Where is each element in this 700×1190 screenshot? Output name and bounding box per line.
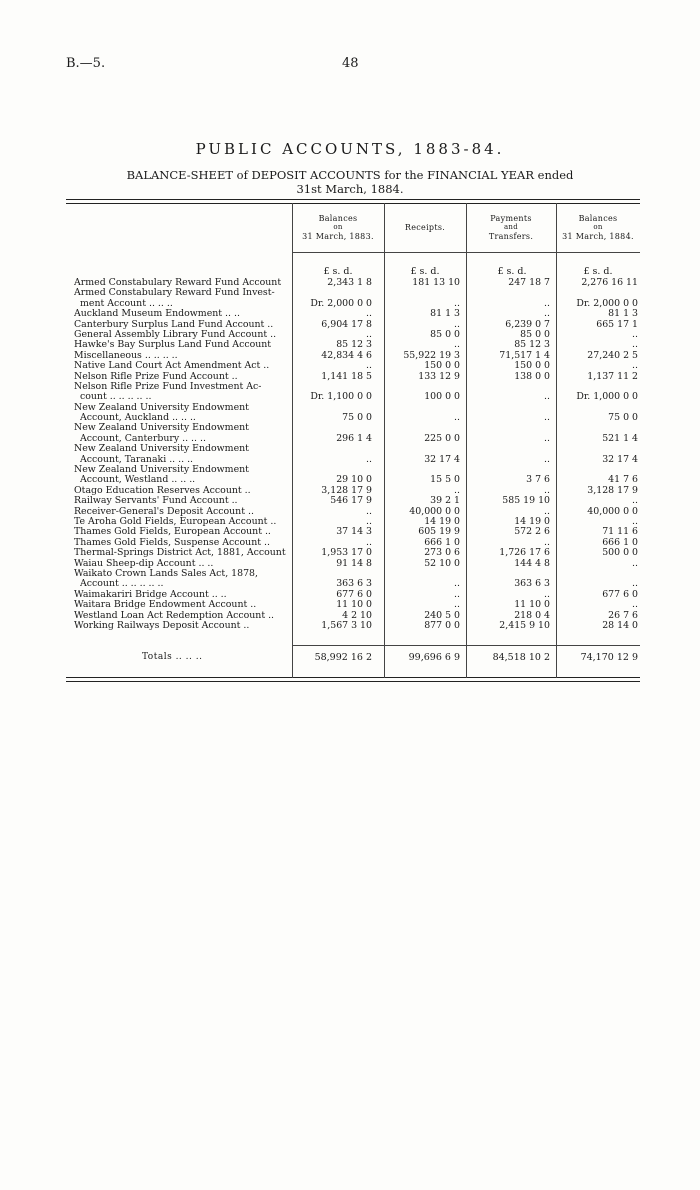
payments-cell: 150 0 0 (514, 360, 550, 372)
table-row (66, 372, 640, 382)
payments-cell: .. (544, 484, 550, 496)
table-row (66, 559, 640, 569)
balance-1883-cell: .. (366, 515, 372, 527)
balance-1883-cell: 1,141 18 5 (321, 370, 372, 382)
account-name: count .. .. .. .. .. (80, 392, 152, 403)
payments-cell: .. (544, 297, 550, 309)
page-number: 48 (342, 56, 359, 71)
page-title: PUBLIC ACCOUNTS, 1883-84. (195, 140, 505, 158)
balance-1884-cell: 71 11 6 (602, 526, 638, 538)
table-row (66, 548, 640, 558)
receipts-cell: .. (454, 297, 460, 309)
account-name: New Zealand University Endowment (74, 465, 249, 476)
account-name: Miscellaneous .. .. .. .. (74, 350, 178, 361)
receipts-cell: 14 19 0 (424, 515, 460, 527)
payments-cell: 218 0 4 (514, 609, 550, 621)
receipts-cell: 181 13 10 (412, 277, 460, 288)
account-name: New Zealand University Endowment (74, 423, 249, 434)
receipts-cell: .. (454, 484, 460, 496)
balance-1884-cell: .. (632, 328, 638, 340)
account-name: Thames Gold Fields, European Account .. (74, 527, 271, 538)
column-header-receipts: Receipts. (404, 223, 446, 232)
document-reference: B.—5. (66, 56, 106, 71)
receipts-cell: .. (454, 578, 460, 590)
balance-1883-cell: 546 17 9 (330, 495, 372, 507)
balance-1883-cell: Dr. 1,100 0 0 (310, 391, 372, 403)
payments-cell: 85 0 0 (520, 328, 550, 340)
balance-1884-cell: 81 1 3 (608, 308, 638, 320)
balance-1884-cell: .. (632, 599, 638, 611)
balance-1883-cell: 3,128 17 9 (321, 484, 372, 496)
receipts-cell: 240 5 0 (424, 609, 460, 621)
units-label: £ s. d. (323, 266, 353, 277)
receipts-cell: 40,000 0 0 (409, 505, 460, 517)
payments-cell: .. (544, 588, 550, 600)
account-name: Account, Auckland .. .. .. (80, 413, 196, 424)
receipts-cell: 52 10 0 (424, 557, 460, 569)
balance-1884-cell: .. (632, 557, 638, 569)
account-name: Armed Constabulary Reward Fund Invest- (74, 288, 275, 299)
balance-1883-cell: 11 10 0 (336, 599, 372, 611)
receipts-cell: .. (454, 339, 460, 351)
payments-cell: .. (544, 505, 550, 517)
payments-cell: .. (544, 412, 550, 424)
account-name: Otago Education Reserves Account .. (74, 485, 251, 496)
column-header-payments: Payments and Transfers. (488, 214, 534, 241)
payments-cell: .. (544, 453, 550, 465)
account-name: Working Railways Deposit Account .. (74, 620, 250, 631)
balance-1884-cell: 500 0 0 (602, 547, 638, 559)
account-name: Thermal-Springs District Act, 1881, Account (74, 548, 286, 559)
balance-1883-cell: 2,343 1 8 (327, 277, 372, 288)
receipts-cell: 15 5 0 (430, 474, 460, 486)
balance-1883-cell: 29 10 0 (336, 474, 372, 486)
balance-1883-cell: 75 0 0 (342, 412, 372, 424)
payments-cell: 85 12 3 (514, 339, 550, 351)
balance-1884-cell: .. (632, 578, 638, 590)
balance-1884-cell: Dr. 1,000 0 0 (576, 391, 638, 403)
balance-1884-cell: 27,240 2 5 (587, 349, 638, 361)
account-name: Waikato Crown Lands Sales Act, 1878, (74, 568, 258, 579)
balance-1883-cell: 42,834 4 6 (321, 349, 372, 361)
payments-cell: 585 19 10 (502, 495, 550, 507)
balance-1884-cell: Dr. 2,000 0 0 (576, 297, 638, 309)
payments-cell: 11 10 0 (514, 599, 550, 611)
balance-1883-cell: 6,904 17 8 (321, 318, 372, 330)
totals-label: Totals .. .. .. (142, 652, 203, 662)
receipts-cell: 81 1 3 (430, 308, 460, 320)
table-body (66, 278, 640, 631)
balance-1883-cell: 1,567 3 10 (321, 619, 372, 631)
balance-1884-cell: .. (632, 495, 638, 507)
receipts-cell: 39 2 1 (430, 495, 460, 507)
balance-1883-cell: Dr. 2,000 0 0 (310, 297, 372, 309)
total-balances-1884: 74,170 12 9 (580, 652, 638, 663)
table-row (66, 455, 640, 465)
receipts-cell: 100 0 0 (424, 391, 460, 403)
table-row (66, 299, 640, 309)
payments-cell: 247 18 7 (508, 277, 550, 288)
balance-1883-cell: .. (366, 328, 372, 340)
payments-cell: 2,415 9 10 (499, 619, 550, 631)
balance-1884-cell: 28 14 0 (602, 619, 638, 631)
payments-cell: 572 2 6 (514, 526, 550, 538)
payments-cell: 1,726 17 6 (499, 547, 550, 559)
account-name: Waimakariri Bridge Account .. .. (74, 589, 227, 600)
payments-cell: .. (544, 391, 550, 403)
account-name: ment Account .. .. .. (80, 298, 173, 309)
account-name: Account, Westland .. .. .. (80, 475, 196, 486)
balance-1884-cell: 665 17 1 (596, 318, 638, 330)
payments-cell: .. (544, 432, 550, 444)
balance-1883-cell: 296 1 4 (336, 432, 372, 444)
receipts-cell: 85 0 0 (430, 328, 460, 340)
balance-1883-cell: 363 6 3 (336, 578, 372, 590)
balance-1884-cell: .. (632, 515, 638, 527)
units-label: £ s. d. (410, 266, 440, 277)
balance-1883-cell: .. (366, 536, 372, 548)
receipts-cell: 225 0 0 (424, 432, 460, 444)
receipts-cell: .. (454, 318, 460, 330)
payments-cell: 363 6 3 (514, 578, 550, 590)
payments-cell: 71,517 1 4 (499, 349, 550, 361)
account-name: Nelson Rifle Prize Fund Investment Ac- (74, 381, 262, 392)
account-name: New Zealand University Endowment (74, 444, 249, 455)
total-balances-1883: 58,992 16 2 (314, 652, 372, 663)
payments-cell: 3 7 6 (526, 474, 550, 486)
payments-cell: .. (544, 308, 550, 320)
receipts-cell: 133 12 9 (418, 370, 460, 382)
balance-1883-cell: .. (366, 505, 372, 517)
account-name: New Zealand University Endowment (74, 402, 249, 413)
units-label: £ s. d. (497, 266, 527, 277)
account-name: Receiver-General's Deposit Account .. (74, 506, 254, 517)
total-receipts: 99,696 6 9 (408, 652, 460, 663)
table-bottom-rule (66, 677, 640, 678)
balance-1883-cell: .. (366, 308, 372, 320)
table-row (66, 527, 640, 537)
balance-1884-cell: 32 17 4 (602, 453, 638, 465)
account-name: Armed Constabulary Reward Fund Account (74, 278, 282, 288)
balance-1884-cell: 40,000 0 0 (587, 505, 638, 517)
table-row (66, 496, 640, 506)
receipts-cell: 150 0 0 (424, 360, 460, 372)
balance-1884-cell: .. (632, 360, 638, 372)
receipts-cell: 877 0 0 (424, 619, 460, 631)
account-name: Thames Gold Fields, Suspense Account .. (74, 537, 270, 548)
payments-cell: 144 4 8 (514, 557, 550, 569)
table-row (66, 309, 640, 319)
receipts-cell: 666 1 0 (424, 536, 460, 548)
column-header-balances-1883: Balances on 31 March, 1883. (302, 214, 374, 241)
receipts-cell: 273 0 6 (424, 547, 460, 559)
balance-1884-cell: 2,276 16 11 (581, 277, 638, 288)
receipts-cell: 32 17 4 (424, 453, 460, 465)
balance-1884-cell: 666 1 0 (602, 536, 638, 548)
subtitle-line-2: 31st March, 1884. (296, 182, 404, 196)
balance-1884-cell: 521 1 4 (602, 432, 638, 444)
payments-cell: 6,239 0 7 (505, 318, 550, 330)
account-name: Te Aroha Gold Fields, European Account .. (74, 516, 277, 527)
account-name: Hawke's Bay Surplus Land Fund Account (74, 340, 272, 351)
table-row (66, 600, 640, 610)
account-name: Waiau Sheep-dip Account .. .. (74, 558, 214, 569)
account-name: Account, Canterbury .. .. .. (80, 433, 206, 444)
balance-1883-cell: .. (366, 453, 372, 465)
subtitle-line-1: BALANCE-SHEET of DEPOSIT ACCOUNTS for the FINANCIAL YEAR ended (126, 168, 574, 182)
balance-1884-cell: 1,137 11 2 (587, 370, 638, 382)
account-name: Nelson Rifle Prize Fund Account .. (74, 371, 238, 382)
account-name: Auckland Museum Endowment .. .. (74, 309, 240, 320)
payments-cell: .. (544, 536, 550, 548)
table-row (66, 434, 640, 444)
units-label: £ s. d. (583, 266, 613, 277)
account-name: Waitara Bridge Endowment Account .. (74, 600, 257, 611)
account-name: Canterbury Surplus Land Fund Account .. (74, 319, 274, 330)
table-row (66, 621, 640, 631)
balance-1884-cell: 3,128 17 9 (587, 484, 638, 496)
payments-cell: 14 19 0 (514, 515, 550, 527)
balance-1883-cell: 37 14 3 (336, 526, 372, 538)
balance-1883-cell: .. (366, 360, 372, 372)
balance-1883-cell: 4 2 10 (342, 609, 372, 621)
receipts-cell: 55,922 19 3 (403, 349, 460, 361)
total-payments: 84,518 10 2 (492, 652, 550, 663)
account-name: Native Land Court Act Amendment Act .. (74, 361, 270, 372)
table-row (66, 444, 640, 454)
column-header-balances-1884: Balances on 31 March, 1884. (562, 214, 634, 241)
balance-1884-cell: .. (632, 339, 638, 351)
account-name: Account .. .. .. .. .. (80, 579, 164, 590)
table-row (66, 413, 640, 423)
account-name: Westland Loan Act Redemption Account .. (74, 610, 275, 621)
receipts-cell: .. (454, 588, 460, 600)
account-name: General Assembly Library Fund Account .. (74, 329, 277, 340)
account-name: Account, Taranaki .. .. .. (80, 454, 194, 465)
table-row (66, 392, 640, 402)
balance-1884-cell: 75 0 0 (608, 412, 638, 424)
table-row (66, 320, 640, 330)
payments-cell: 138 0 0 (514, 370, 550, 382)
balance-1884-cell: 677 6 0 (602, 588, 638, 600)
header-rule (292, 252, 640, 253)
receipts-cell: .. (454, 599, 460, 611)
table-row (66, 278, 640, 288)
balance-1883-cell: 85 12 3 (336, 339, 372, 351)
account-name: Railway Servants' Fund Account .. (74, 496, 238, 507)
table-top-rule (66, 203, 640, 204)
table-row (66, 351, 640, 361)
table-row (66, 361, 640, 371)
balance-1884-cell: 41 7 6 (608, 474, 638, 486)
balance-1883-cell: 1,953 17 0 (321, 547, 372, 559)
balance-1884-cell: 26 7 6 (608, 609, 638, 621)
balance-1883-cell: 91 14 8 (336, 557, 372, 569)
totals-rule (292, 645, 640, 646)
receipts-cell: 605 19 9 (418, 526, 460, 538)
table-row (66, 507, 640, 517)
receipts-cell: .. (454, 412, 460, 424)
balance-1883-cell: 677 6 0 (336, 588, 372, 600)
